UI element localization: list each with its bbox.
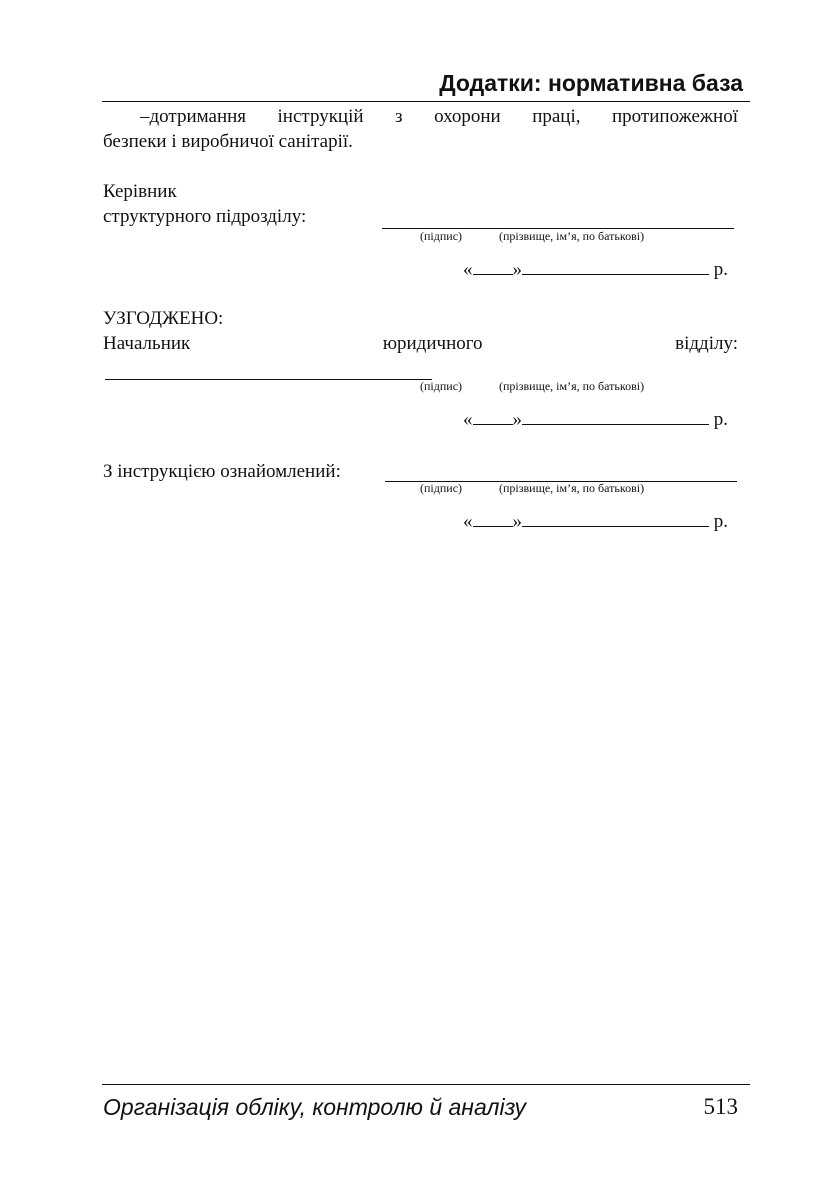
head-signature-caption: (підпис) <box>420 229 463 243</box>
approved-signature-line[interactable] <box>105 379 432 380</box>
approved-word: юридичного <box>382 333 483 354</box>
intro-word: інструкцій <box>277 106 364 127</box>
acquainted-name-caption: (прізвище, ім’я, по батькові) <box>499 481 645 495</box>
day-blank[interactable] <box>473 409 513 425</box>
intro-word: –дотримання <box>140 106 247 127</box>
intro-word: охорони <box>434 106 501 127</box>
approved-name-caption: (прізвище, ім’я, по батькові) <box>499 379 645 393</box>
year-suffix: р. <box>713 259 728 280</box>
approved-signature-caption: (підпис) <box>420 379 463 393</box>
footer-rule <box>102 1084 750 1085</box>
approved-heading: УЗГОДЖЕНО: <box>103 308 224 329</box>
approved-word: Начальник <box>103 333 191 354</box>
approved-word: відділу: <box>675 333 738 354</box>
running-footer-title: Організація обліку, контролю й аналізу <box>103 1094 527 1120</box>
head-label-line-1: Керівник <box>103 181 177 202</box>
head-name-caption: (прізвище, ім’я, по батькові) <box>499 229 645 243</box>
intro-word: праці, <box>532 106 581 127</box>
month-year-blank[interactable] <box>522 259 709 275</box>
day-blank[interactable] <box>473 511 513 527</box>
intro-line-1 <box>140 105 738 129</box>
head-label-line-2: структурного підрозділу: <box>103 206 307 227</box>
date-close-quote: » <box>512 511 522 532</box>
approved-date-line <box>463 408 728 432</box>
day-blank[interactable] <box>473 259 513 275</box>
intro-word: протипожежної <box>612 106 738 127</box>
acquainted-date-line <box>463 510 728 534</box>
page-number: 513 <box>703 1094 738 1119</box>
acquainted-signature-caption: (підпис) <box>420 481 463 495</box>
month-year-blank[interactable] <box>522 409 709 425</box>
head-date-line <box>463 258 728 282</box>
intro-line-2: безпеки і виробничої санітарії. <box>103 131 353 152</box>
date-open-quote: « <box>463 259 473 280</box>
acquainted-label: З інструкцією ознайомлений: <box>103 461 341 482</box>
year-suffix: р. <box>713 511 728 532</box>
running-header-title: Додатки: нормативна база <box>439 70 743 96</box>
approved-position-line <box>103 332 738 356</box>
month-year-blank[interactable] <box>522 511 709 527</box>
date-close-quote: » <box>512 409 522 430</box>
year-suffix: р. <box>713 409 728 430</box>
date-open-quote: « <box>463 511 473 532</box>
date-close-quote: » <box>512 259 522 280</box>
header-rule <box>102 101 750 102</box>
date-open-quote: « <box>463 409 473 430</box>
intro-word: з <box>395 106 403 127</box>
